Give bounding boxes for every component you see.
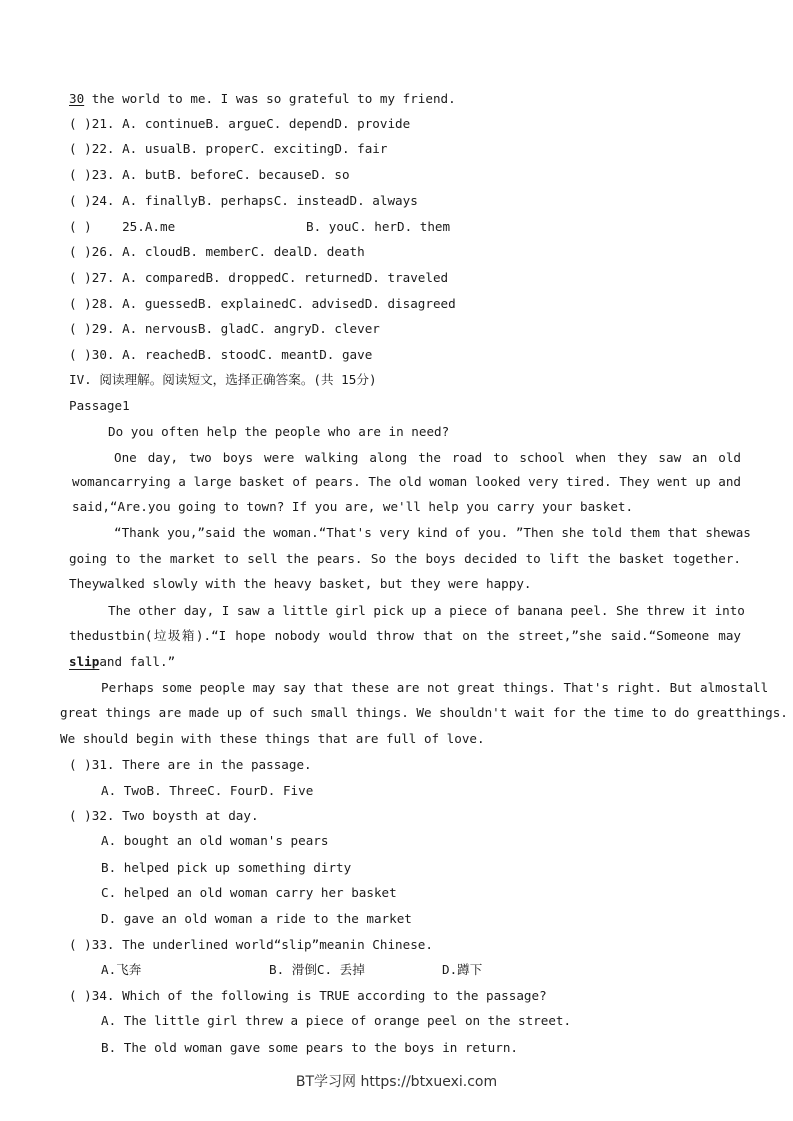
cloze-question-26: ( )26. A. cloudB. memberC. dealD. death — [69, 244, 365, 259]
question-32-option-c: C. helped an old woman carry her basket — [101, 885, 397, 900]
cloze-question-24: ( )24. A. finallyB. perhapsC. insteadD. always — [69, 193, 418, 208]
passage-p3-line-2: going to the market to sell the pears. So the boys decided to lift the basket together. — [69, 551, 741, 566]
footer-watermark: BT学习网 https://btxuexi.com — [295, 1074, 498, 1090]
cloze-question-21: ( )21. A. continueB. argueC. dependD. provide — [69, 116, 411, 131]
cloze-question-29: ( )29. A. nervousB. gladC. angryD. clever — [69, 321, 380, 336]
cloze-question-22: ( )22. A. usualB. properC. excitingD. fair — [69, 141, 388, 156]
passage-p4-line-2: thedustbin(垃圾箱).“I hope nobody would throw that on the street,”she said.“Someone may — [69, 628, 741, 643]
underlined-word-slip: slip — [69, 654, 100, 669]
question-34: ( )34. Which of the following is TRUE according to the passage? — [69, 988, 547, 1003]
passage-p3-line-3: Theywalked slowly with the heavy basket, but they were happy. — [69, 576, 532, 591]
passage-p4-line-3-text: and fall.” — [99, 654, 176, 669]
passage-p3-line-1: “Thank you,”said the woman.“That's very kind of you. ”Then she told them that shewas — [114, 525, 751, 540]
question-34-option-a: A. The little girl threw a piece of orange peel on the street. — [101, 1013, 572, 1028]
cloze-question-30: ( )30. A. reachedB. stoodC. meantD. gave — [69, 347, 373, 362]
question-32-option-d: D. gave an old woman a ride to the market — [101, 911, 412, 926]
question-31: ( )31. There are in the passage. — [69, 757, 312, 772]
question-33: ( )33. The underlined world“slip”meanin Chinese. — [69, 937, 433, 952]
passage-p4-line-1: The other day, I saw a little girl pick up a piece of banana peel. She threw it into — [108, 603, 745, 618]
cloze-question-27: ( )27. A. comparedB. droppedC. returnedD. traveled — [69, 270, 449, 285]
passage-p5-line-1: Perhaps some people may say that these are not great things. That's right. But almostall — [101, 680, 769, 695]
question-33-options-bc: B. 滑倒C. 丢掉 — [269, 962, 365, 977]
section-title: IV. 阅读理解。阅读短文，选择正确答案。(共 15分) — [69, 372, 377, 387]
cloze-question-28: ( )28. A. guessedB. explainedC. advisedD. disagreed — [69, 296, 456, 311]
passage-paragraph-1: Do you often help the people who are in need? — [108, 424, 450, 439]
question-33-option-a: A.飞奔 — [101, 962, 142, 977]
passage-p2-line-1: One day, two boys were walking along the road to school when they saw an old — [114, 450, 741, 465]
passage-p4-line-3 — [69, 654, 175, 670]
passage-p2-line-3: said,“Are.you going to town? If you are, we'll help you carry your basket. — [72, 499, 634, 514]
question-34-option-b: B. The old woman gave some pears to the boys in return. — [101, 1040, 519, 1055]
question-32-option-a: A. bought an old woman's pears — [101, 833, 329, 848]
question-33-option-d: D.蹲下 — [442, 962, 483, 977]
top-line-text: the world to me. I was so grateful to my friend. — [84, 91, 456, 106]
question-32-option-b: B. helped pick up something dirty — [101, 860, 352, 875]
passage-p5-line-2: great things are made up of such small things. We shouldn't wait for the time to do greatthings. — [60, 705, 788, 720]
top-line — [69, 91, 456, 107]
cloze-question-25-options: B. youC. herD. them — [306, 219, 451, 234]
passage-p2-line-2: womancarrying a large basket of pears. The old woman looked very tired. They went up and — [72, 474, 741, 489]
question-32: ( )32. Two boysth at day. — [69, 808, 259, 823]
passage-p5-line-3: We should begin with these things that are full of love. — [60, 731, 485, 746]
cloze-question-25: ( ) 25.A.me — [69, 219, 176, 234]
blank-number-30: 30 — [69, 91, 85, 106]
passage-label: Passage1 — [69, 398, 130, 413]
cloze-question-23: ( )23. A. butB. beforeC. becauseD. so — [69, 167, 350, 182]
question-31-options: A. TwoB. ThreeC. FourD. Five — [101, 783, 314, 798]
